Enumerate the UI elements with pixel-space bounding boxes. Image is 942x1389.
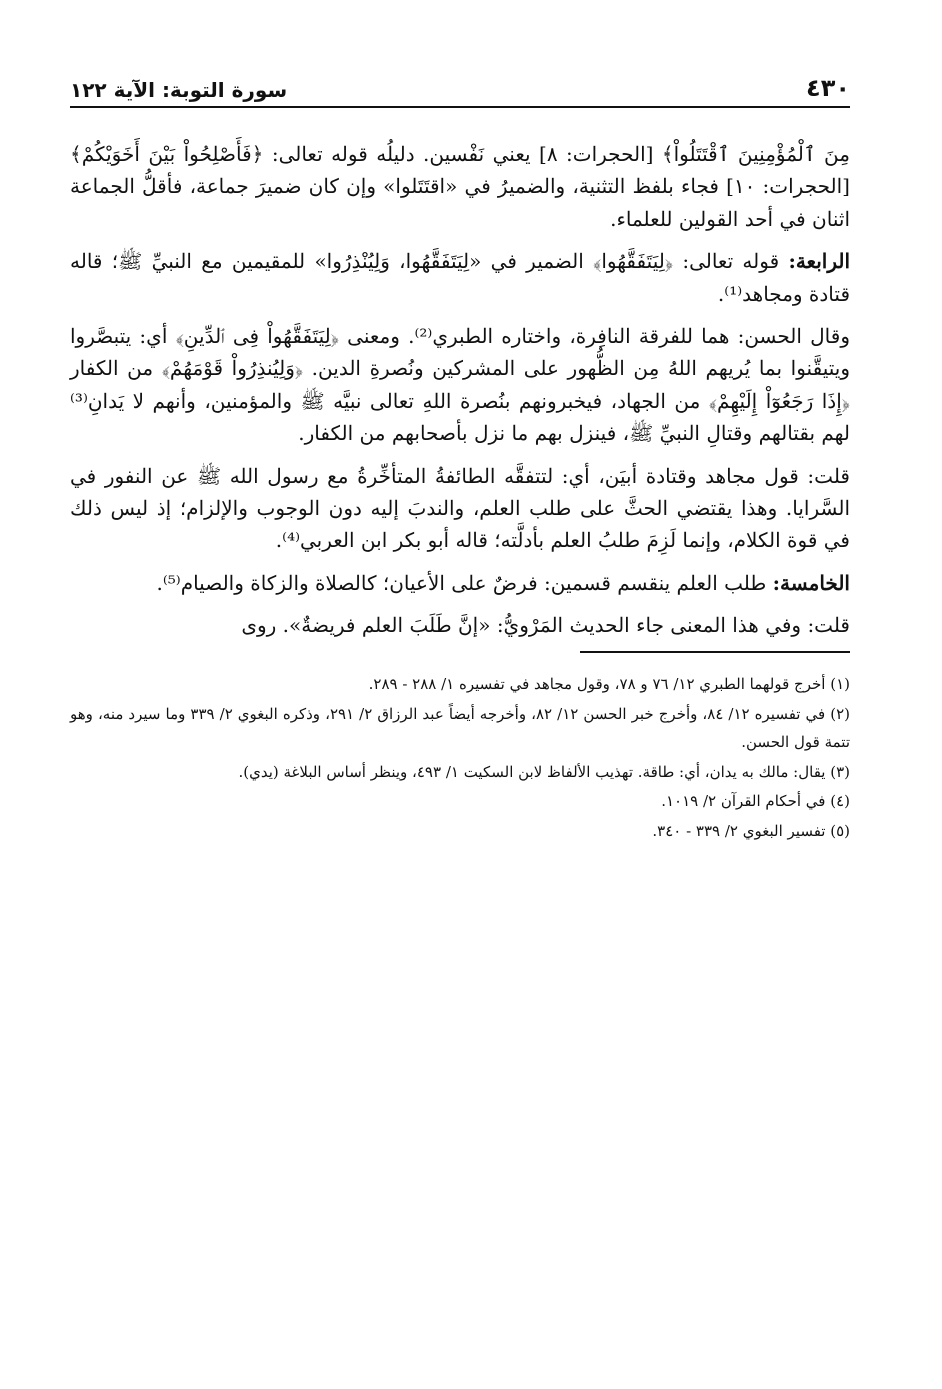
footnotes xyxy=(70,671,850,846)
section-label: الخامسة: xyxy=(772,570,850,595)
paragraph xyxy=(70,460,850,557)
footnote: (٥) تفسير البغوي ٢/ ٣٣٩ - ٣٤٠. xyxy=(652,822,850,841)
page xyxy=(70,62,850,848)
paragraph-text: قلت: وفي هذا المعنى جاء الحديث المَرْويُّ: «إنَّ طَلَبَ العلم فريضةٌ». روى xyxy=(241,613,850,638)
paragraph-text: قلت: قول مجاهد وقتادة أبيَن، أي: لتتفقَّه الطائفةُ المتأخِّرةُ مع رسول الله ﷺ عن النفور في السَّرايا. وهذا يقتضي الحثَّ على طلب العلم، والندبَ إليه دون الوجوب والإلزام؛ إذ ليس ذلك في قوة الكلام، وإنما لَزِمَ طلبُ العلم بأدلَّته؛ قاله أبو بكر ابن العربي⁽⁴⁾. xyxy=(70,463,850,553)
main-text xyxy=(70,138,850,641)
paragraph-text: قوله تعالى: ﴿لِيَتَفَقَّهُوا﴾ الضمير في «لِيَتَفَقَّهُوا، وَلِيُنْذِرُوا» للمقيمين مع النبيِّ ﷺ؛ قاله قتادة ومجاهد⁽¹⁾. xyxy=(70,249,850,306)
footnote-separator xyxy=(580,651,850,653)
section-label: الرابعة: xyxy=(788,249,850,274)
paragraph xyxy=(70,245,850,310)
paragraph-text: وقال الحسن: هما للفرقة النافِرة، واختاره الطبري⁽²⁾. ومعنى ﴿لِيَتَفَقَّهُواْ فِى ٱلدِّينِ﴾ أي: يتبصَّروا ويتيقَّنوا بما يُريهم اللهُ مِن الظُّهور على المشركين ونُصرةِ الدين. ﴿وَلِيُنذِرُواْ قَوْمَهُمْ﴾ من الكفار ﴿إِذَا رَجَعُوٓاْ إِلَيْهِمْ﴾ من الجهاد، فيخبرونهم بنُصرة اللهِ تعالى نبيَّه ﷺ والمؤمنين، وأنهم لا يَدانِ⁽³⁾ لهم بقتالهم وقتالِ النبيِّ ﷺ، فينزل بهم ما نزل بأصحابهم من الكفار. xyxy=(70,323,850,446)
running-title: سورة التوبة: الآية ١٢٢ xyxy=(70,78,288,102)
footnote: (٤) في أحكام القرآن ٢/ ١٠١٩. xyxy=(661,792,850,811)
paragraph-text: مِنَ ٱلْمُؤْمِنِينَ ٱقْتَتَلُواْ﴾ [الحجرات: ٨] يعني نَفْسين. دليلُه قوله تعالى: ﴿فَأَصْلِحُواْ بَيْنَ أَخَوَيْكُمْ﴾ [الحجرات: ١٠] فجاء بلفظ التثنية، والضميرُ في «اقتَتَلوا» وإن كان ضميرَ جماعة، فأقلُّ الجماعة اثنان في أحد القولين للعلماء. xyxy=(70,142,850,231)
footnote: (٢) في تفسيره ١٢/ ٨٤، وأخرج خبر الحسن ١٢/ ٨٢، وأخرجه أيضاً عبد الرزاق ٢/ ٢٩١، وذكره البغوي ٢/ ٣٣٩ وما سيرد منه، وهو تتمة قول الحسن. xyxy=(70,705,851,751)
paragraph xyxy=(70,609,850,641)
footnote: (٣) يقال: مالك به يدان، أي: طاقة. تهذيب الألفاظ لابن السكيت ١/ ٤٩٣، وينظر أساس البلاغة (يدي). xyxy=(238,762,850,781)
page-header xyxy=(70,62,850,108)
footnote: (١) أخرج قولهما الطبري ١٢/ ٧٦ و ٧٨، وقول مجاهد في تفسيره ١/ ٢٨٨ - ٢٨٩. xyxy=(368,675,850,694)
paragraph xyxy=(70,567,850,599)
paragraph-text: طلب العلم ينقسم قسمين: فرضٌ على الأعيان؛ كالصلاة والزكاة والصيام⁽⁵⁾. xyxy=(156,570,773,595)
paragraph xyxy=(70,320,850,450)
paragraph xyxy=(70,138,850,235)
page-number: ٤٣٠ xyxy=(806,74,850,102)
